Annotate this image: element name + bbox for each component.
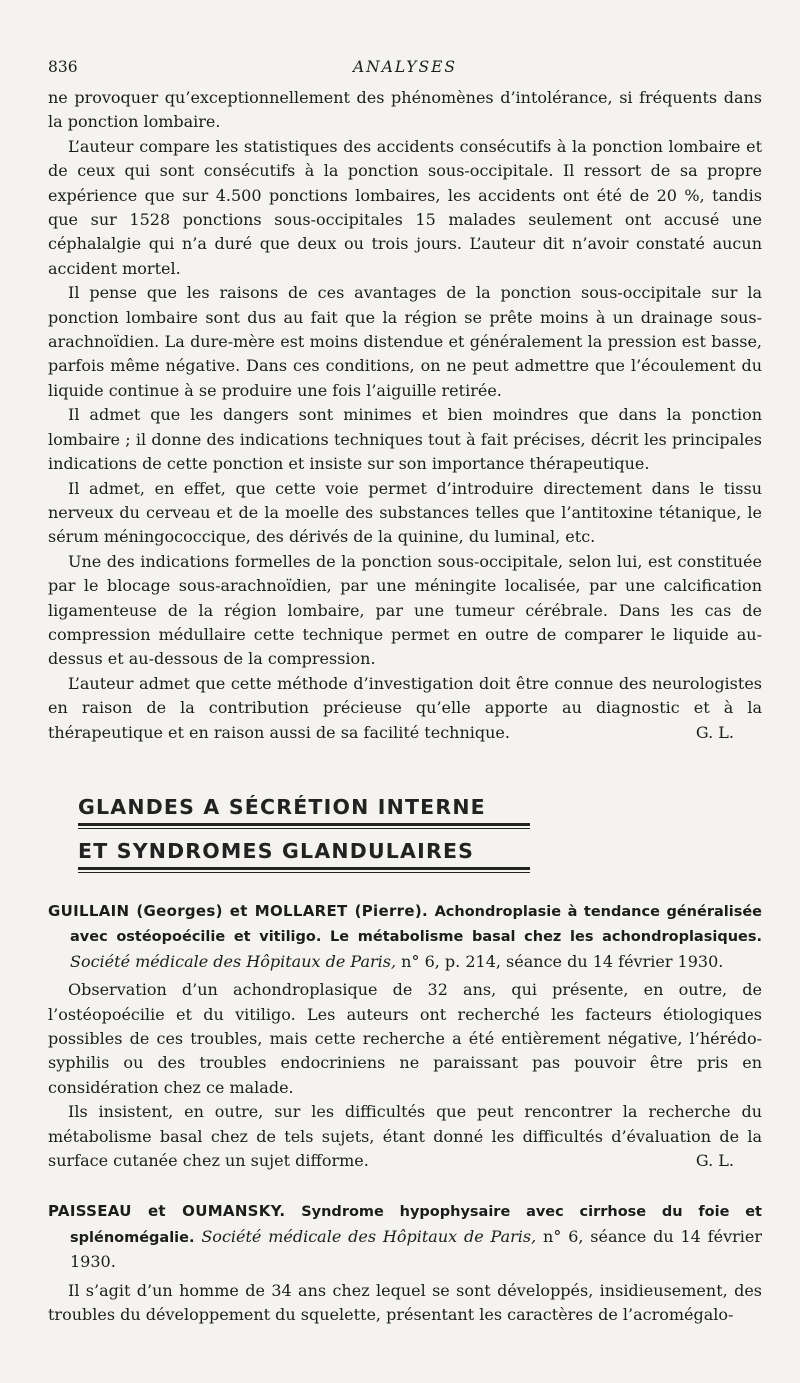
- entry-journal: Société médicale des Hôpitaux de Paris,: [70, 951, 397, 971]
- continued-article: [48, 86, 762, 745]
- entry-reference: n° 6, p. 214, séance du 14 février 1930.: [401, 951, 724, 971]
- entry-body: [48, 1279, 762, 1328]
- section-title-line-1: GLANDES A SÉCRÉTION INTERNE: [78, 794, 486, 819]
- review-entry: [48, 1199, 762, 1327]
- section-rule: [78, 823, 530, 829]
- section-heading: [78, 795, 530, 873]
- paragraph: Il pense que les raisons de ces avantages de la ponction sous-occipitale sur la ponction lombaire sont dus au fait que la région se prête moins à un drainage sous-arachnoïdien. La dure-mère est moins distendue et généralement la pression est basse, parfois même négative. Dans ces conditions, on ne peut admettre que l’écoulement du liquide continue à se produire une fois l’aiguille retirée.: [48, 283, 762, 400]
- entry-citation: [48, 1199, 762, 1274]
- entry-journal: Société médicale des Hôpitaux de Paris,: [201, 1226, 537, 1246]
- paragraph-text: Ils insistent, en outre, sur les difficultés que peut rencontrer la recherche du métabolisme basal chez de tels sujets, étant donné les difficultés d’évaluation de la surface cutanée chez un sujet difforme.: [48, 1102, 762, 1171]
- signature: G. L.: [695, 722, 734, 742]
- entry-citation: [48, 899, 762, 974]
- section-title-line-2: ET SYNDROMES GLANDULAIRES: [78, 838, 475, 863]
- running-head: ANALYSES: [352, 58, 458, 76]
- page-header: [48, 58, 762, 86]
- paragraph-with-signature: [48, 1100, 762, 1173]
- entry-body: [48, 978, 762, 1173]
- review-entry: [48, 899, 762, 1173]
- paragraph: Il admet, en effet, que cette voie permet d’introduire directement dans le tissu nerveux du cerveau et de la moelle des substances telles que l’antitoxine tétanique, le sérum méningococcique, des dérivés de la quinine, du luminal, etc.: [48, 478, 762, 547]
- entry-reference: n° 6, séance du 14 février 1930.: [70, 1226, 762, 1272]
- entry-title: Syndrome hypophysaire avec cirrhose du foie et splénomégalie.: [70, 1204, 762, 1246]
- paragraph-text: L’auteur admet que cette méthode d’investigation doit être connue des neurologistes en raison de la contribution précieuse qu’elle apporte au diagnostic et à la thérapeutique et en raison aussi de sa facilité technique.: [48, 673, 762, 742]
- paragraph-with-signature: [48, 672, 762, 745]
- section-rule: [78, 867, 530, 873]
- entry-authors: PAISSEAU et OUMANSKY.: [48, 1202, 286, 1221]
- paragraph: L’auteur compare les statistiques des accidents consécutifs à la ponction lombaire et de ceux qui sont consécutifs à la ponction sous-occipitale. Il ressort de sa propre expérience que sur 4.500 ponctions lombaires, les accidents ont été de 20 %, tandis que sur 1528 ponctions sous-occipitales 15 malades seulement ont accusé une céphalalgie qui n’a duré que deux ou trois jours. L’auteur dit n’avoir constaté aucun accident mortel.: [48, 136, 762, 278]
- page-number: 836: [48, 58, 78, 76]
- entry-title: Achondroplasie à tendance généralisée avec ostéopoécilie et vitiligo. Le métabolisme basal chez les achondroplasiques.: [70, 903, 762, 946]
- paragraph: Observation d’un achondroplasique de 32 ans, qui présente, en outre, de l’ostéopoécilie et du vitiligo. Les auteurs ont recherché les facteurs étiologiques possibles de ces troubles, mais cette recherche a été entièrement négative, l’hérédo-syphilis ou des troubles endocriniens ne paraissant pas pouvoir être pris en considération chez ce malade.: [48, 980, 762, 1097]
- paragraph: ne provoquer qu’exceptionnellement des phénomènes d’intolérance, si fréquents dans la ponction lombaire.: [48, 88, 762, 132]
- paragraph: Il admet que les dangers sont minimes et bien moindres que dans la ponction lombaire ; il donne des indications techniques tout à fait précises, décrit les principales indications de cette ponction et insiste sur son importance thérapeutique.: [48, 405, 762, 474]
- entry-authors: GUILLAIN (Georges) et MOLLARET (Pierre).: [48, 901, 428, 920]
- signature: G. L.: [695, 1151, 734, 1171]
- paragraph: Une des indications formelles de la ponction sous-occipitale, selon lui, est constituée par le blocage sous-arachnoïdien, par une méningite localisée, par une calcification ligamenteuse de la région lombaire, par une tumeur cérébrale. Dans les cas de compression médullaire cette technique permet en outre de comparer le liquide au-dessus et au-dessous de la compression.: [48, 551, 762, 669]
- page: [48, 58, 762, 1327]
- paragraph: Il s’agit d’un homme de 34 ans chez lequel se sont développés, insidieusement, des troubles du développement du squelette, présentant les caractères de l’acromégalo-: [48, 1280, 762, 1325]
